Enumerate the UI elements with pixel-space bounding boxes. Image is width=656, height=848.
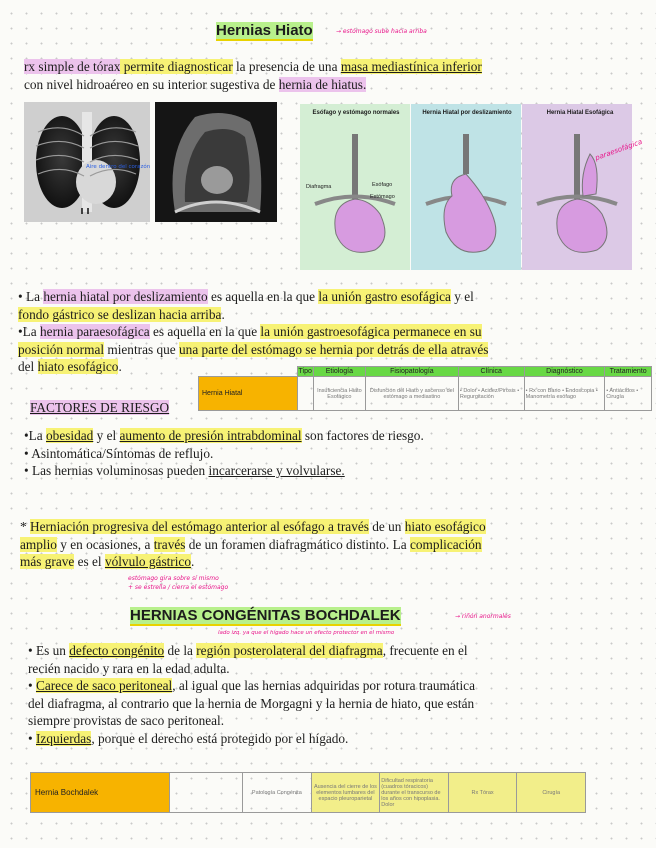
title-annotation: → estómago sube hacia arriba xyxy=(336,28,427,35)
progressive-herniation-paragraph: * Herniación progresiva del estómago anterior al esófago a través de un hiato esofágico amplio y en ocasiones, a través de un foramen diafragmático distinto. La complicación más grave es el vólvulo gástrico. xyxy=(20,519,486,570)
table-cell: Dificultad respiratoria (cuadros tóracicos) durante el transcurso de los años con hipoplasia. Dolor xyxy=(380,773,449,813)
risk-factors-title: FACTORES DE RIESGO xyxy=(30,400,170,415)
table-header: Tratamiento xyxy=(605,367,652,377)
page-title: Hernias Hiato xyxy=(216,22,313,39)
xray-note: Aire dentro del corazón xyxy=(86,164,150,170)
diagram-header-normal: Esófago y estómago normales xyxy=(312,110,400,116)
intro-paragraph: rx simple de tórax permite diagnosticar la presencia de una masa mediastínica inferior con nivel hidroaéreo en su interior sugestiva de hernia de hiatus. xyxy=(24,59,482,92)
table-row xyxy=(31,773,586,813)
hernia-diagram xyxy=(300,104,632,270)
table-cell: • Antiácidos • Cirugía xyxy=(605,377,652,411)
table-cell: Rx Tórax xyxy=(448,773,517,813)
section-title-bochdalek: HERNIAS CONGÉNITAS BOCHDALEK xyxy=(130,607,401,624)
table-cell: Insuficiencia Hiato Esofágico xyxy=(313,377,365,411)
table-header: Etiología xyxy=(313,367,365,377)
diagram-header-sliding: Hernia Hiatal por deslizamiento xyxy=(422,110,512,116)
table-cell: • Rx con Bario • Endoscopia • Manometría esófago xyxy=(524,377,605,411)
left-side-note: lado izq. ya que el hígado hace un efecto protector en el mismo xyxy=(218,630,395,636)
label-esofago: Esófago xyxy=(372,182,393,188)
table-cell: Ausencia del cierre de los elementos lumbares del espacio pleuroparietal xyxy=(311,773,380,813)
table-header: Clínica xyxy=(458,367,524,377)
label-estomago: Estómago xyxy=(370,194,395,200)
bochdalek-paragraph: • Es un defecto congénito de la región posterolateral del diafragma, frecuente en el recién nacido y rara en la edad adulta. • Carece de saco peritoneal, al igual que las hernias adquiridas por rotura traumática del diafragma, al contrario que la hernia de Morgagni y la hernia de hiato, que están siempre provistas de saco peritoneal. • Izquierdas, porque el derecho está protegido por el hígado. xyxy=(28,643,475,746)
table-row xyxy=(199,377,652,411)
row-label: Hernia Hiatal xyxy=(199,377,298,411)
table-cell: • Dolor • Acidez/Pirosis • Regurgitación xyxy=(458,377,524,411)
table-cell xyxy=(170,773,243,813)
paraesophageal-note: paraesofágica xyxy=(594,137,644,163)
label-diafragma: Diafragma xyxy=(306,184,332,190)
table-cell xyxy=(297,377,313,411)
diagram-header-esophageal: Hernia Hiatal Esofágica xyxy=(546,110,614,116)
table-header: Tipo xyxy=(298,368,312,375)
table-header: Fisiopatología xyxy=(365,367,458,377)
table-cell: Cirugía xyxy=(517,773,586,813)
chest-xray-frontal xyxy=(24,102,150,222)
volvulus-note-1: estómago gira sobre sí mismo xyxy=(128,575,219,582)
table-cell: Disfunción del Hiato y ascenso del estómago a mediastino xyxy=(365,377,458,411)
hernia-hiatal-table xyxy=(198,366,652,411)
risk-factors-list: •La obesidad y el aumento de presión intrabdominal son factores de riesgo. • Asintomática/Síntomas de reflujo. • Las hernias voluminosas pueden incarcerarse y volvularse. xyxy=(24,428,424,479)
hiatal-bullets: • La hernia hiatal por deslizamiento es aquella en la que la unión gastro esofágica y el fondo gástrico se deslizan hacia arriba. •La hernia paraesofágica es aquella en la que la unión gastroesofágica permanece en su posición normal mientras que una parte del estómago se hernia por detrás de ella através del hiato esofágico. xyxy=(18,289,489,375)
bochdalek-table xyxy=(30,772,586,813)
table-header: Diagnóstico xyxy=(524,367,605,377)
table-cell: Patología Congénita xyxy=(243,773,312,813)
table-header-row xyxy=(199,367,652,377)
bochdalek-title-note: → riñón anormales xyxy=(455,613,511,620)
volvulus-note-2: + se estrella / cierra el estómago xyxy=(128,584,229,591)
row-label: Hernia Bochdalek xyxy=(31,773,170,813)
chest-xray-lateral xyxy=(155,102,277,222)
